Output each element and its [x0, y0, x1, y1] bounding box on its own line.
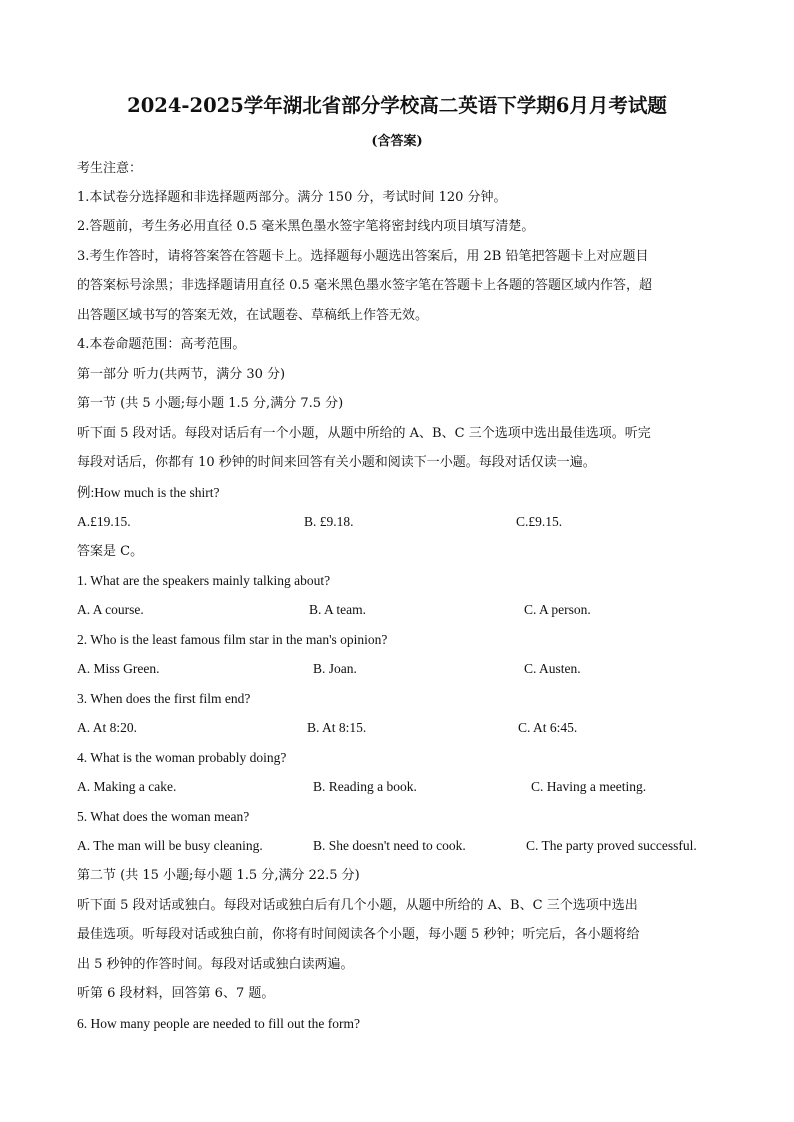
question-3-option-c: C. At 6:45. [518, 720, 578, 735]
question-4-option-b: B. Reading a book. [313, 779, 417, 794]
question-1: 1. What are the speakers mainly talking about? [77, 573, 331, 588]
question-1-option-c: C. A person. [524, 602, 591, 617]
example-answer: 答案是 C。 [77, 544, 144, 559]
page-subtitle: (含答案) [371, 134, 423, 149]
notice-item-4: 4.本卷命题范围：高考范围。 [77, 337, 246, 352]
question-2: 2. Who is the least famous film star in the man's opinion? [77, 632, 388, 647]
example-option-a: A.£19.15. [77, 514, 131, 529]
question-4-option-c: C. Having a meeting. [531, 779, 647, 794]
notice-item-3-line-2: 的答案标号涂黑；非选择题请用直径 0.5 毫米黑色墨水签字笔在答题卡上各题的答题区域内作答，超 [77, 278, 652, 293]
section2-heading: 第二节 (共 15 小题;每小题 1.5 分,满分 22.5 分) [77, 868, 360, 883]
question-2-option-a: A. Miss Green. [77, 661, 160, 676]
question-5-option-b: B. She doesn't need to cook. [313, 838, 466, 853]
notice-item-3-line-3: 出答题区域书写的答案无效，在试题卷、草稿纸上作答无效。 [77, 308, 429, 323]
section1-heading: 第一节 (共 5 小题;每小题 1.5 分,满分 7.5 分) [77, 396, 344, 411]
question-4: 4. What is the woman probably doing? [77, 750, 287, 765]
notice-item-1: 1.本试卷分选择题和非选择题两部分。满分 150 分，考试时间 120 分钟。 [77, 190, 507, 205]
question-2-option-b: B. Joan. [313, 661, 357, 676]
example-option-b: B. £9.18. [304, 514, 354, 529]
notice-item-3-line-1: 3.考生作答时，请将答案答在答题卡上。选择题每小题选出答案后，用 2B 铅笔把答题卡上对应题目 [77, 249, 649, 264]
question-5-option-a: A. The man will be busy cleaning. [77, 838, 263, 853]
part1-heading: 第一部分 听力(共两节，满分 30 分) [77, 367, 286, 382]
example-option-c: C.£9.15. [516, 514, 563, 529]
question-5-option-c: C. The party proved successful. [526, 838, 697, 853]
question-3-option-a: A. At 8:20. [77, 720, 138, 735]
page-title: 2024-2025学年湖北省部分学校高二英语下学期6月月考试题 [127, 94, 667, 117]
section2-intro-line-3: 出 5 秒钟的作答时间。每段对话或独白读两遍。 [77, 957, 354, 972]
notice-item-2: 2.答题前，考生务必用直径 0.5 毫米黑色墨水签字笔将密封线内项目填写清楚。 [77, 219, 535, 234]
section2-intro-line-1: 听下面 5 段对话或独白。每段对话或独白后有几个小题，从题中所给的 A、B、C 三个选项中选出 [77, 898, 638, 913]
question-2-option-c: C. Austen. [524, 661, 581, 676]
question-3-option-b: B. At 8:15. [307, 720, 367, 735]
question-1-option-b: B. A team. [309, 602, 366, 617]
question-4-option-a: A. Making a cake. [77, 779, 177, 794]
question-1-option-a: A. A course. [77, 602, 144, 617]
example-question: 例:How much is the shirt? [77, 485, 220, 500]
section2-intro-line-2: 最佳选项。听每段对话或独白前，你将有时间阅读各个小题，每小题 5 秒钟；听完后，各小题将给 [77, 927, 640, 942]
question-6: 6. How many people are needed to fill out the form? [77, 1016, 361, 1031]
question-5: 5. What does the woman mean? [77, 809, 250, 824]
notice-heading: 考生注意： [77, 161, 143, 176]
material-6-instruction: 听第 6 段材料，回答第 6、7 题。 [77, 986, 275, 1001]
section1-intro-line-1: 听下面 5 段对话。每段对话后有一个小题，从题中所给的 A、B、C 三个选项中选出最佳选项。听完 [77, 426, 651, 441]
question-3: 3. When does the first film end? [77, 691, 251, 706]
section1-intro-line-2: 每段对话后，你都有 10 秒钟的时间来回答有关小题和阅读下一小题。每段对话仅读一遍。 [77, 455, 596, 470]
